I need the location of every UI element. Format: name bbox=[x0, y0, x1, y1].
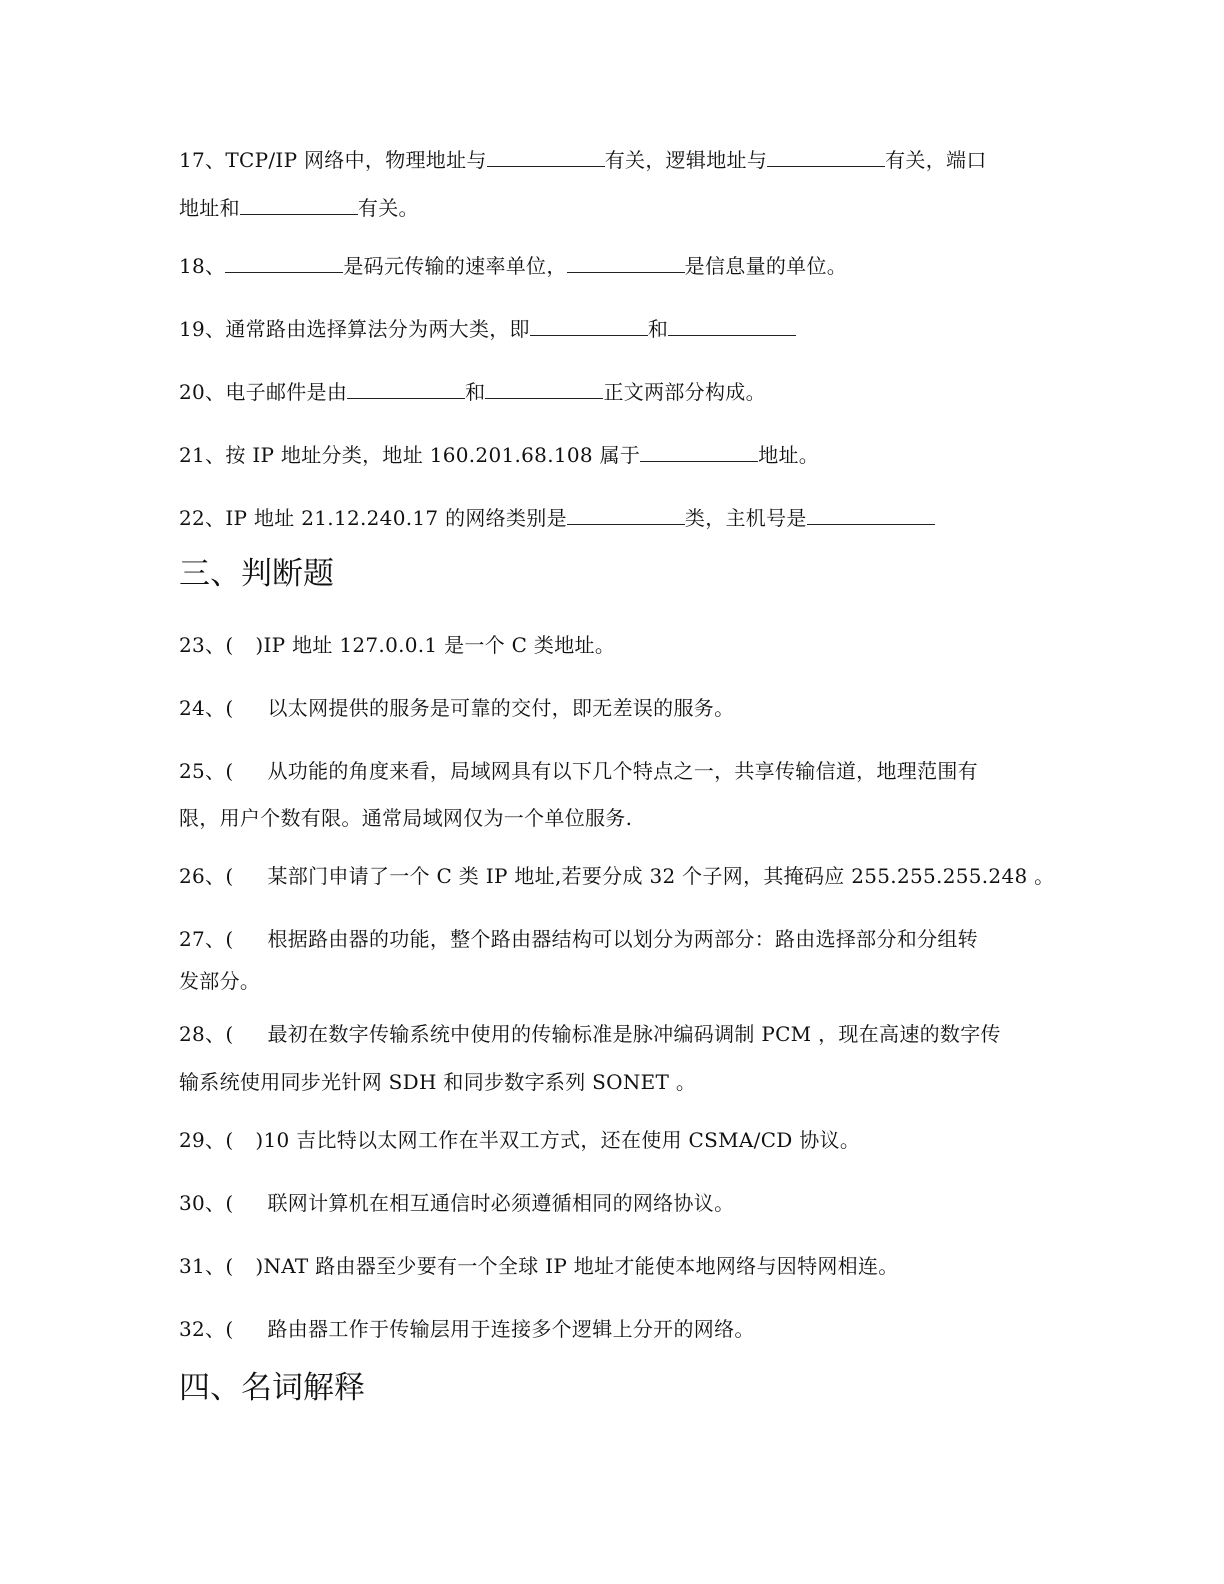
answer-paren-open[interactable]: ( bbox=[225, 759, 234, 783]
question-text: 限，用户个数有限。通常局域网仅为一个单位服务. bbox=[179, 806, 633, 830]
section-heading-judgement: 三、判断题 bbox=[179, 556, 334, 592]
answer-paren-open[interactable]: ( bbox=[225, 696, 234, 720]
question-20 bbox=[179, 378, 766, 404]
answer-paren-open[interactable]: ( bbox=[225, 1191, 234, 1215]
question-18 bbox=[179, 252, 847, 278]
question-29 bbox=[179, 1128, 860, 1152]
question-28-continued bbox=[179, 1070, 696, 1094]
answer-paren-open[interactable]: ( bbox=[225, 633, 234, 657]
answer-blank[interactable] bbox=[225, 252, 343, 273]
answer-paren-open[interactable]: ( bbox=[225, 1317, 234, 1341]
question-number: 28、 bbox=[179, 1022, 226, 1046]
question-number: 27、 bbox=[179, 927, 226, 951]
question-number: 18、 bbox=[179, 254, 226, 278]
question-text: 有关，逻辑地址与 bbox=[604, 148, 768, 172]
question-19 bbox=[179, 315, 796, 341]
question-23 bbox=[179, 633, 615, 657]
answer-paren-close[interactable]: ) bbox=[255, 1254, 264, 1278]
answer-paren-open[interactable]: ( bbox=[225, 1128, 234, 1152]
question-24 bbox=[179, 696, 734, 720]
question-text: 正文两部分构成。 bbox=[603, 380, 766, 404]
question-26 bbox=[179, 864, 1054, 888]
question-number: 23、 bbox=[179, 633, 226, 657]
question-text: 输系统使用同步光针网 SDH 和同步数字系列 SONET 。 bbox=[179, 1070, 697, 1094]
question-text: 地址。 bbox=[758, 443, 820, 467]
question-17 bbox=[179, 146, 987, 172]
question-text: 有关，端口 bbox=[885, 148, 987, 172]
question-text: 根据路由器的功能，整个路由器结构可以划分为两部分：路由选择部分和分组转 bbox=[267, 927, 978, 951]
question-number: 32、 bbox=[179, 1317, 226, 1341]
question-text: 电子邮件是由 bbox=[225, 380, 348, 404]
question-25 bbox=[179, 759, 978, 783]
question-text: IP 地址 127.0.0.1 是一个 C 类地址。 bbox=[263, 633, 616, 657]
question-text: 有关。 bbox=[357, 196, 419, 220]
answer-paren-open[interactable]: ( bbox=[225, 1022, 234, 1046]
question-number: 26、 bbox=[179, 864, 226, 888]
question-text: 和 bbox=[465, 380, 486, 404]
question-number: 29、 bbox=[179, 1128, 226, 1152]
question-text: 通常路由选择算法分为两大类，即 bbox=[225, 317, 530, 341]
answer-paren-open[interactable]: ( bbox=[225, 1254, 234, 1278]
question-number: 31、 bbox=[179, 1254, 226, 1278]
section-heading-glossary: 四、名词解释 bbox=[179, 1370, 365, 1406]
question-text: 地址和 bbox=[179, 196, 240, 220]
question-text: 和 bbox=[647, 317, 669, 341]
answer-blank[interactable] bbox=[487, 146, 605, 167]
question-text: 类，主机号是 bbox=[684, 506, 807, 530]
question-27 bbox=[179, 927, 978, 951]
answer-blank[interactable] bbox=[485, 378, 603, 399]
answer-blank[interactable] bbox=[807, 504, 935, 525]
question-text: 路由器工作于传输层用于连接多个逻辑上分开的网络。 bbox=[267, 1317, 755, 1341]
question-number: 24、 bbox=[179, 696, 226, 720]
question-text: 按 IP 地址分类，地址 160.201.68.108 属于 bbox=[225, 443, 641, 467]
question-30 bbox=[179, 1191, 734, 1215]
question-number: 20、 bbox=[179, 380, 226, 404]
question-17-continued bbox=[179, 194, 419, 220]
question-number: 30、 bbox=[179, 1191, 226, 1215]
answer-blank[interactable] bbox=[240, 194, 358, 215]
question-27-continued bbox=[179, 969, 260, 993]
question-text: 联网计算机在相互通信时必须遵循相同的网络协议。 bbox=[267, 1191, 735, 1215]
question-number: 25、 bbox=[179, 759, 226, 783]
question-text: TCP/IP 网络中，物理地址与 bbox=[225, 148, 487, 172]
question-text: 10 吉比特以太网工作在半双工方式，还在使用 CSMA/CD 协议。 bbox=[263, 1128, 861, 1152]
question-25-continued bbox=[179, 806, 632, 830]
answer-blank[interactable] bbox=[567, 252, 685, 273]
question-text: NAT 路由器至少要有一个全球 IP 地址才能使本地网络与因特网相连。 bbox=[263, 1254, 899, 1278]
question-text: 从功能的角度来看，局域网具有以下几个特点之一，共享传输信道，地理范围有 bbox=[267, 759, 978, 783]
answer-blank[interactable] bbox=[640, 441, 758, 462]
answer-paren-close[interactable]: ) bbox=[255, 633, 264, 657]
question-text: 某部门申请了一个 C 类 IP 地址,若要分成 32 个子网，其掩码应 255.255.255.248 。 bbox=[267, 864, 1055, 888]
question-text: 以太网提供的服务是可靠的交付，即无差误的服务。 bbox=[267, 696, 735, 720]
question-28 bbox=[179, 1022, 1001, 1046]
question-text: 是码元传输的速率单位， bbox=[343, 254, 567, 278]
question-number: 22、 bbox=[179, 506, 226, 530]
question-32 bbox=[179, 1317, 755, 1341]
question-number: 19、 bbox=[179, 317, 226, 341]
answer-blank[interactable] bbox=[668, 315, 796, 336]
question-31 bbox=[179, 1254, 899, 1278]
question-text: IP 地址 21.12.240.17 的网络类别是 bbox=[225, 506, 567, 530]
answer-blank[interactable] bbox=[767, 146, 885, 167]
answer-blank[interactable] bbox=[347, 378, 465, 399]
question-text: 发部分。 bbox=[179, 969, 261, 993]
question-22 bbox=[179, 504, 935, 530]
question-number: 17、 bbox=[179, 148, 226, 172]
answer-paren-close[interactable]: ) bbox=[255, 1128, 264, 1152]
answer-blank[interactable] bbox=[567, 504, 685, 525]
answer-paren-open[interactable]: ( bbox=[225, 927, 234, 951]
answer-paren-open[interactable]: ( bbox=[225, 864, 234, 888]
answer-blank[interactable] bbox=[530, 315, 648, 336]
question-21 bbox=[179, 441, 819, 467]
question-text: 是信息量的单位。 bbox=[684, 254, 848, 278]
question-number: 21、 bbox=[179, 443, 226, 467]
question-text: 最初在数字传输系统中使用的传输标准是脉冲编码调制 PCM ，现在高速的数字传 bbox=[267, 1022, 1001, 1046]
